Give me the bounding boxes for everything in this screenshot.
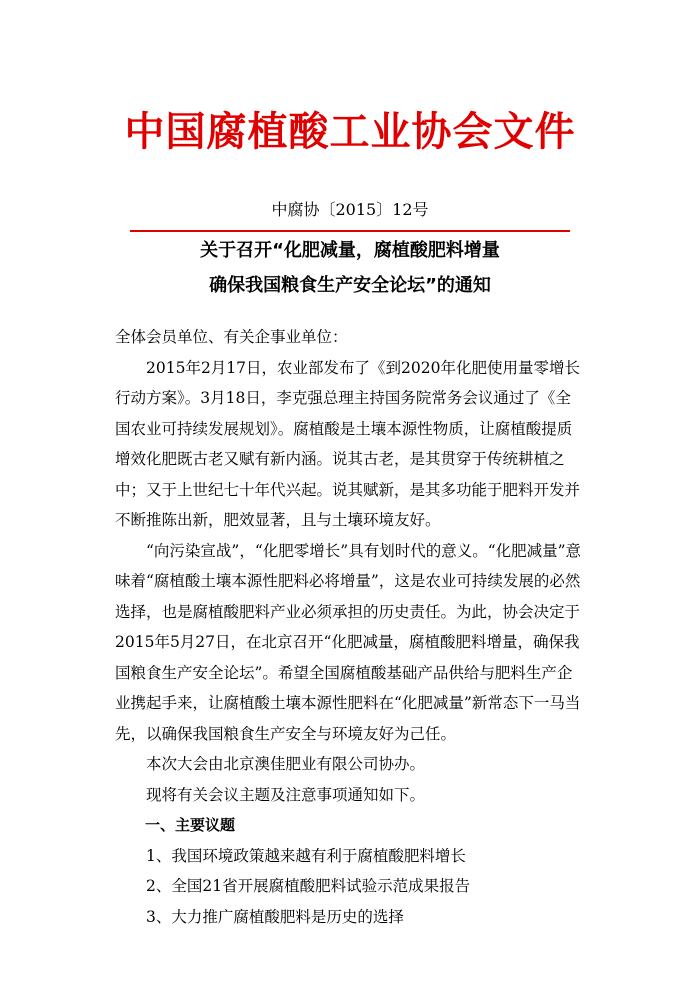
- paragraph-co-organizer: 本次大会由北京澳佳肥业有限公司协办。: [146, 755, 426, 773]
- document-number: 中腐协〔2015〕12号: [271, 200, 429, 219]
- topic-item: 1、我国环境政策越来越有利于腐植酸肥料增长: [146, 846, 466, 865]
- paragraph-forum-announcement: “向污染宣战”，“化肥零增长”具有划时代的意义。“化肥减量”意味着“腐植酸土壤本源性肥料必将增量”，这是农业可持续发展的必然选择，也是腐植酸肥料产业必须承担的历史责任。为此，协会决定于2015年5月27日，在北京召开“化肥减量，腐植酸肥料增量，确保我国粮食生产安全论坛”。希望全国腐植酸基础产品供给与肥料生产企业携起手来，让腐植酸土壤本源性肥料在“化肥减量”新常态下一马当先，以确保我国粮食生产安全与环境友好为己任。: [115, 541, 582, 743]
- addressee-line: 全体会员单位、有关企事业单位：: [115, 328, 348, 346]
- section-heading-main-topics: 一、主要议题: [145, 816, 236, 834]
- paragraph-notice-intro: 现将有关会议主题及注意事项通知如下。: [146, 785, 426, 804]
- document-header-title: 中国腐植酸工业协会文件: [124, 109, 576, 155]
- red-divider-line: [130, 230, 570, 232]
- topic-item: 3、大力推广腐植酸肥料是历史的选择: [146, 907, 404, 926]
- document-body: [115, 322, 583, 932]
- topic-item: 2、全国21省开展腐植酸肥料试验示范成果报告: [146, 877, 471, 895]
- notice-title-line-1: 关于召开“化肥减量，腐植酸肥料增量: [200, 240, 500, 261]
- paragraph-policy-background: 2015年2月17日，农业部发布了《到2020年化肥使用量零增长行动方案》。3月18日，李克强总理主持国务院常务会议通过了《全国农业可持续发展规划》。腐植酸是土壤本源性物质，让腐植酸提质增效化肥既古老又赋有新内涵。说其古老，是其贯穿于传统耕植之中；又于上世纪七十年代兴起。说其赋新，是其多功能于肥料开发并不断推陈出新，肥效显著，且与土壤环境友好。: [115, 358, 581, 529]
- notice-title-line-2: 确保我国粮食生产安全论坛”的通知: [209, 275, 491, 296]
